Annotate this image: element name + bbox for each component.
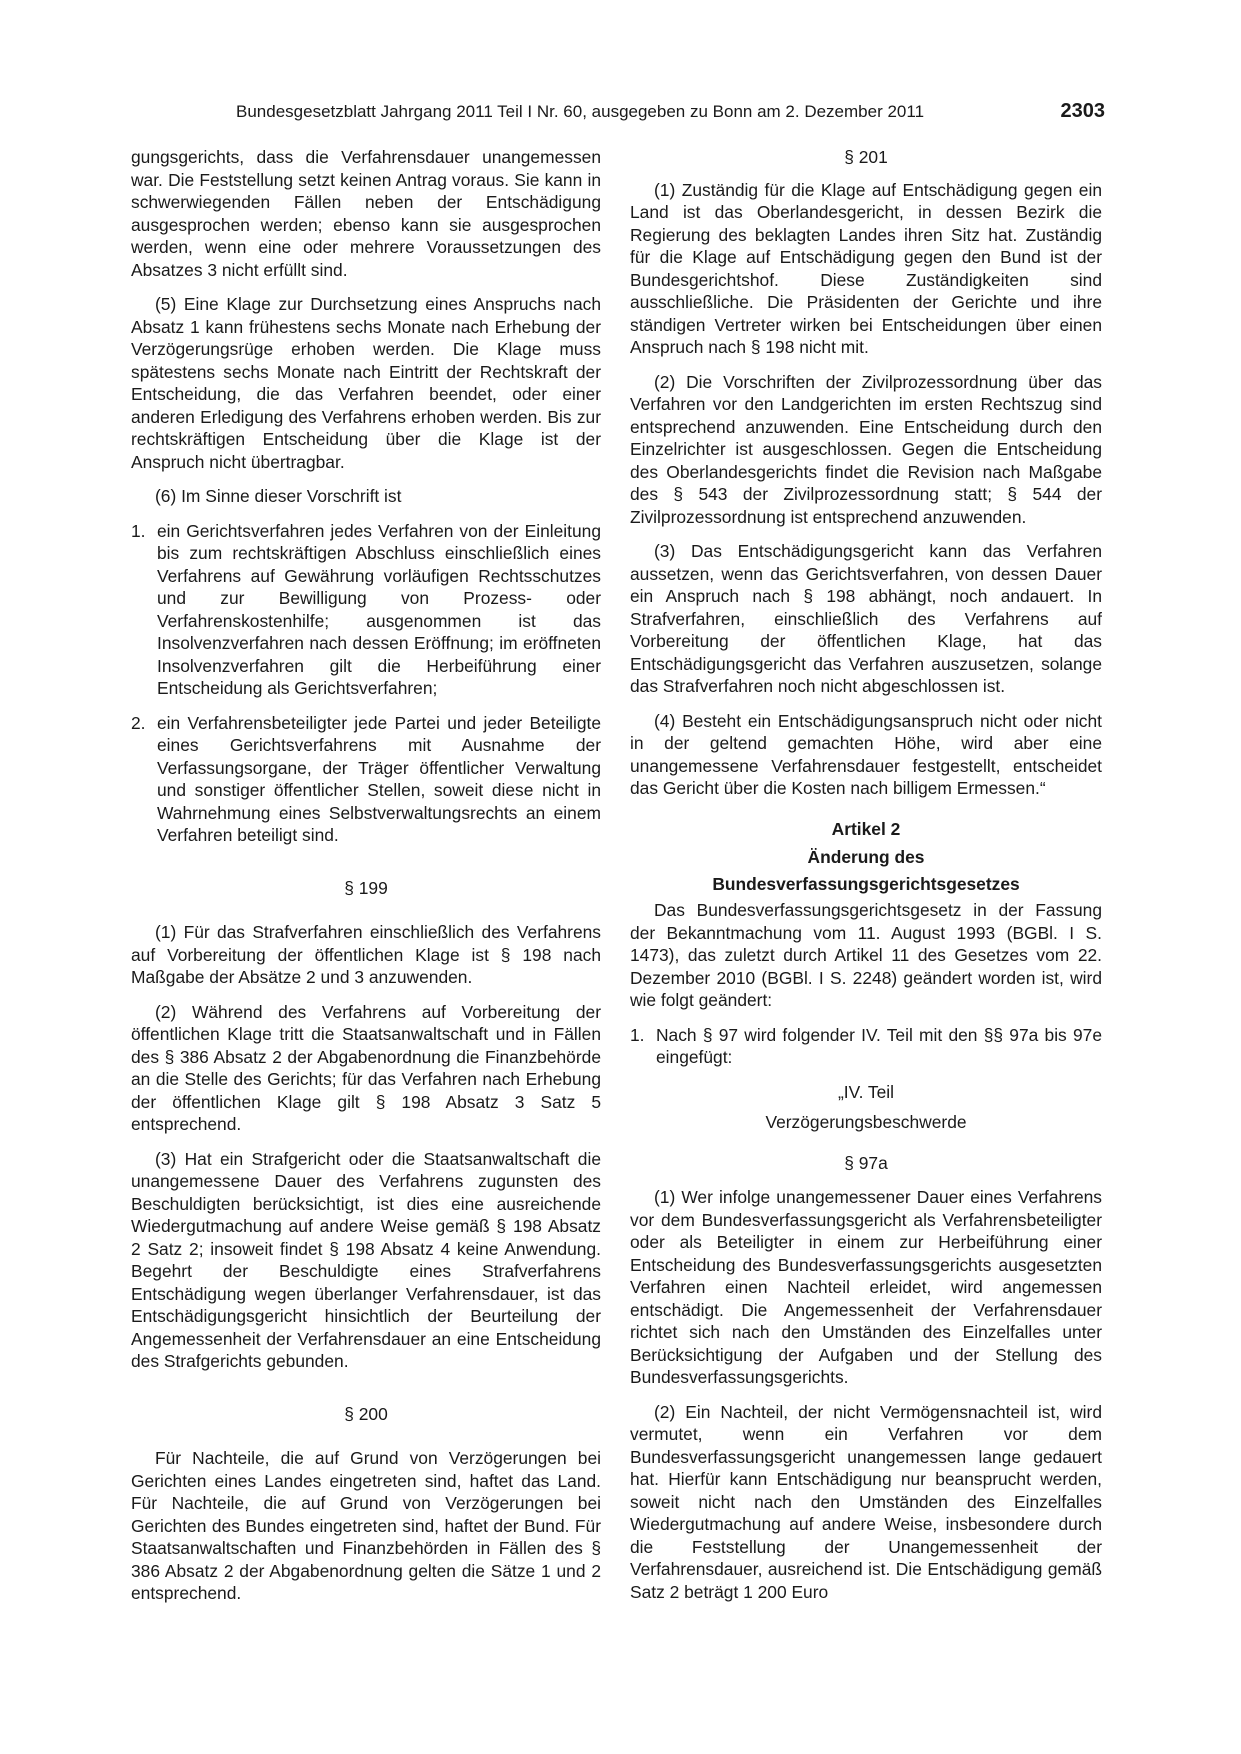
- s201-paragraph-3: (3) Das Entschädigungsgericht kann das Verfahren aussetzen, wenn das Gerichtsverfahren, von dessen Dauer ein Anspruch nach § 198 abhängt, noch andauert. In Strafverfahren, einschließlich des Verfahrens auf Vorbereitung der öffentlichen Klage, hat das Entschädigungsgericht das Verfahren auszusetzen, solange das Strafverfahren noch nicht abgeschlossen ist.: [630, 541, 1102, 696]
- article-intro: Das Bundesverfassungsgerichtsgesetz in der Fassung der Bekanntmachung vom 11. August 1993 (BGBl. I S. 1473), das zuletzt durch Artikel 11 des Gesetzes vom 22. Dezember 2010 (BGBl. I S. 2248) geändert worden ist, wird wie folgt geändert:: [630, 900, 1102, 1010]
- part-heading: „IV. Teil: [837, 1081, 895, 1102]
- s201-paragraph-1: (1) Zuständig für die Klage auf Entschädigung gegen ein Land ist das Oberlandesgericht, in dessen Bezirk die Regierung des beklagten Landes ihren Sitz hat. Zuständig für die Klage auf Entschädigung gegen den Bund ist der Bundesgerichtshof. Diese Zuständigkeiten sind ausschließliche. Die Präsidenten der Gerichte und ihre ständigen Vertreter wirken bei Entscheidungen über einen Anspruch nach § 198 nicht mit.: [630, 179, 1102, 357]
- list-number: 2.: [131, 712, 146, 733]
- paragraph-6: (6) Im Sinne dieser Vorschrift ist: [155, 486, 402, 506]
- article-subtitle-line-1: Änderung des: [807, 847, 925, 867]
- paragraph-5: (5) Eine Klage zur Durchsetzung eines Anspruchs nach Absatz 1 kann frühestens sechs Monate nach Erhebung der Verzögerungsrüge erhoben werden. Die Klage muss spätestens sechs Monate nach Eintritt der Rechtskraft der Entscheidung, die das Verfahren beendet, oder einer anderen Erledigung des Verfahrens erhoben werden. Bis zur rechtskräftigen Entscheidung über die Klage ist der Anspruch nicht übertragbar.: [131, 294, 601, 472]
- paragraph-continuation: gungsgerichts, dass die Verfahrensdauer unangemessen war. Die Feststellung setzt keinen Antrag voraus. Sie kann in schwerwiegenden Fällen neben der Entschädigung ausgesprochen werden; ebenso kann sie ausgesprochen werden, wenn eine oder mehrere Voraussetzungen des Absatzes 3 nicht erfüllt sind.: [131, 147, 601, 280]
- article-title: Artikel 2: [831, 818, 901, 839]
- s199-paragraph-3: (3) Hat ein Strafgericht oder die Staatsanwaltschaft die unangemessene Dauer des Verfahrens zugunsten des Beschuldigten berücksichtigt, ist dies eine ausreichende Wiedergutmachung auf andere Weise gemäß § 198 Absatz 2 Satz 2; insoweit findet § 198 Absatz 4 keine Anwendung. Begehrt der Beschuldigte eines Strafverfahrens Entschädigung wegen überlanger Verfahrensdauer, ist das Entschädigungsgericht hinsichtlich der Beurteilung der Angemessenheit der Verfahrensdauer an eine Entscheidung des Strafgerichts gebunden.: [131, 1148, 601, 1371]
- right-column: [630, 146, 1102, 1615]
- part-title: Verzögerungsbeschwerde: [765, 1112, 967, 1132]
- s97a-paragraph-2: (2) Ein Nachteil, der nicht Vermögensnachteil ist, wird vermutet, wenn ein Verfahren vor dem Bundesverfassungsgericht unangemessen lange gedauert hat. Hierfür kann Entschädigung nur beansprucht werden, soweit nicht nach den Umständen des Einzelfalles Wiedergutmachung auf andere Weise, insbesondere durch die Feststellung der Unangemessenheit der Verfahrensdauer, ausreichend ist. Die Entschädigung gemäß Satz 2 beträgt 1 200 Euro: [630, 1401, 1102, 1602]
- list-number: 1.: [630, 1024, 645, 1045]
- section-heading-199: § 199: [344, 877, 388, 898]
- list-text: Nach § 97 wird folgender IV. Teil mit den §§ 97a bis 97e eingefügt:: [656, 1024, 1102, 1067]
- page-header: [236, 100, 1105, 124]
- list-item: [131, 520, 601, 700]
- section-heading-97a: § 97a: [844, 1152, 888, 1173]
- list-text: ein Verfahrensbeteiligter jede Partei und jeder Beteiligte eines Gerichtsverfahrens mit Ausnahme der Verfassungsorgane, der Träger öffentlicher Verwaltung und sonstiger öffentlicher Stellen, soweit diese nicht in Wahrnehmung eines Selbstverwaltungsrechts an einem Verfahren beteiligt sind.: [157, 712, 601, 845]
- list-item: [630, 1024, 1102, 1069]
- section-heading-200: § 200: [344, 1403, 388, 1424]
- s97a-paragraph-1: (1) Wer infolge unangemessener Dauer eines Verfahrens vor dem Bundesverfassungsgericht als Verfahrensbeteiligter oder als Beteiligter in einem zur Herbeiführung einer Entscheidung des Bundesverfassungsgerichts ausgesetzten Verfahren einen Nachteil erleidet, wird angemessen entschädigt. Die Angemessenheit der Verfahrensdauer richtet sich nach den Umständen des Einzelfalles unter Berücksichtigung der Aufgaben und der Stellung des Bundesverfassungsgerichts.: [630, 1187, 1102, 1387]
- article-subtitle-line-2: Bundesverfassungsgerichtsgesetzes: [712, 873, 1020, 894]
- list-number: 1.: [131, 520, 146, 541]
- s201-paragraph-4: (4) Besteht ein Entschädigungsanspruch nicht oder nicht in der geltend gemachten Höhe, wird aber eine unangemessene Verfahrensdauer festgestellt, entscheidet das Gericht über die Kosten nach billigem Ermessen.“: [630, 710, 1102, 798]
- s200-paragraph-1: Für Nachteile, die auf Grund von Verzögerungen bei Gerichten eines Landes eingetreten sind, haftet das Land. Für Nachteile, die auf Grund von Verzögerungen bei Gerichten des Bundes eingetreten sind, haftet der Bund. Für Staatsanwaltschaften und Finanzbehörden in Fällen des § 386 Absatz 2 der Abgabenordnung gelten die Sätze 1 und 2 entsprechend.: [131, 1448, 601, 1603]
- s201-paragraph-2: (2) Die Vorschriften der Zivilprozessordnung über das Verfahren vor den Landgerichten im ersten Rechtszug sind entsprechend anzuwenden. Eine Entscheidung durch den Einzelrichter ist ausgeschlossen. Gegen die Entscheidung des Oberlandesgerichts findet die Revision nach Maßgabe des § 543 der Zivilprozessordnung statt; § 544 der Zivilprozessordnung ist entsprechend anzuwenden.: [630, 371, 1102, 527]
- s199-paragraph-2: (2) Während des Verfahrens auf Vorbereitung der öffentlichen Klage tritt die Staatsanwaltschaft und in Fällen des § 386 Absatz 2 der Abgabenordnung die Finanzbehörde an die Stelle des Gerichts; für das Verfahren nach Erhebung der öffentlichen Klage gilt § 198 Absatz 3 Satz 5 entsprechend.: [131, 1001, 601, 1134]
- section-heading-201: § 201: [844, 147, 888, 167]
- page-number: 2303: [1060, 100, 1105, 122]
- s199-paragraph-1: (1) Für das Strafverfahren einschließlich des Verfahrens auf Vorbereitung der öffentlichen Klage ist § 198 nach Maßgabe der Absätze 2 und 3 anzuwenden.: [131, 922, 601, 987]
- list-text: ein Gerichtsverfahren jedes Verfahren von der Einleitung bis zum rechtskräftigen Abschluss einschließlich eines Verfahrens auf Gewährung vorläufigen Rechtsschutzes und zur Bewilligung von Prozess- oder Verfahrenskostenhilfe; ausgenommen ist das Insolvenzverfahren nach dessen Eröffnung; im eröffneten Insolvenzverfahren gilt die Herbeiführung einer Entscheidung als Gerichtsverfahren;: [157, 520, 601, 698]
- left-column: [131, 146, 601, 1617]
- list-item: [131, 712, 601, 847]
- running-title: Bundesgesetzblatt Jahrgang 2011 Teil I Nr. 60, ausgegeben zu Bonn am 2. Dezember 2011: [236, 102, 925, 121]
